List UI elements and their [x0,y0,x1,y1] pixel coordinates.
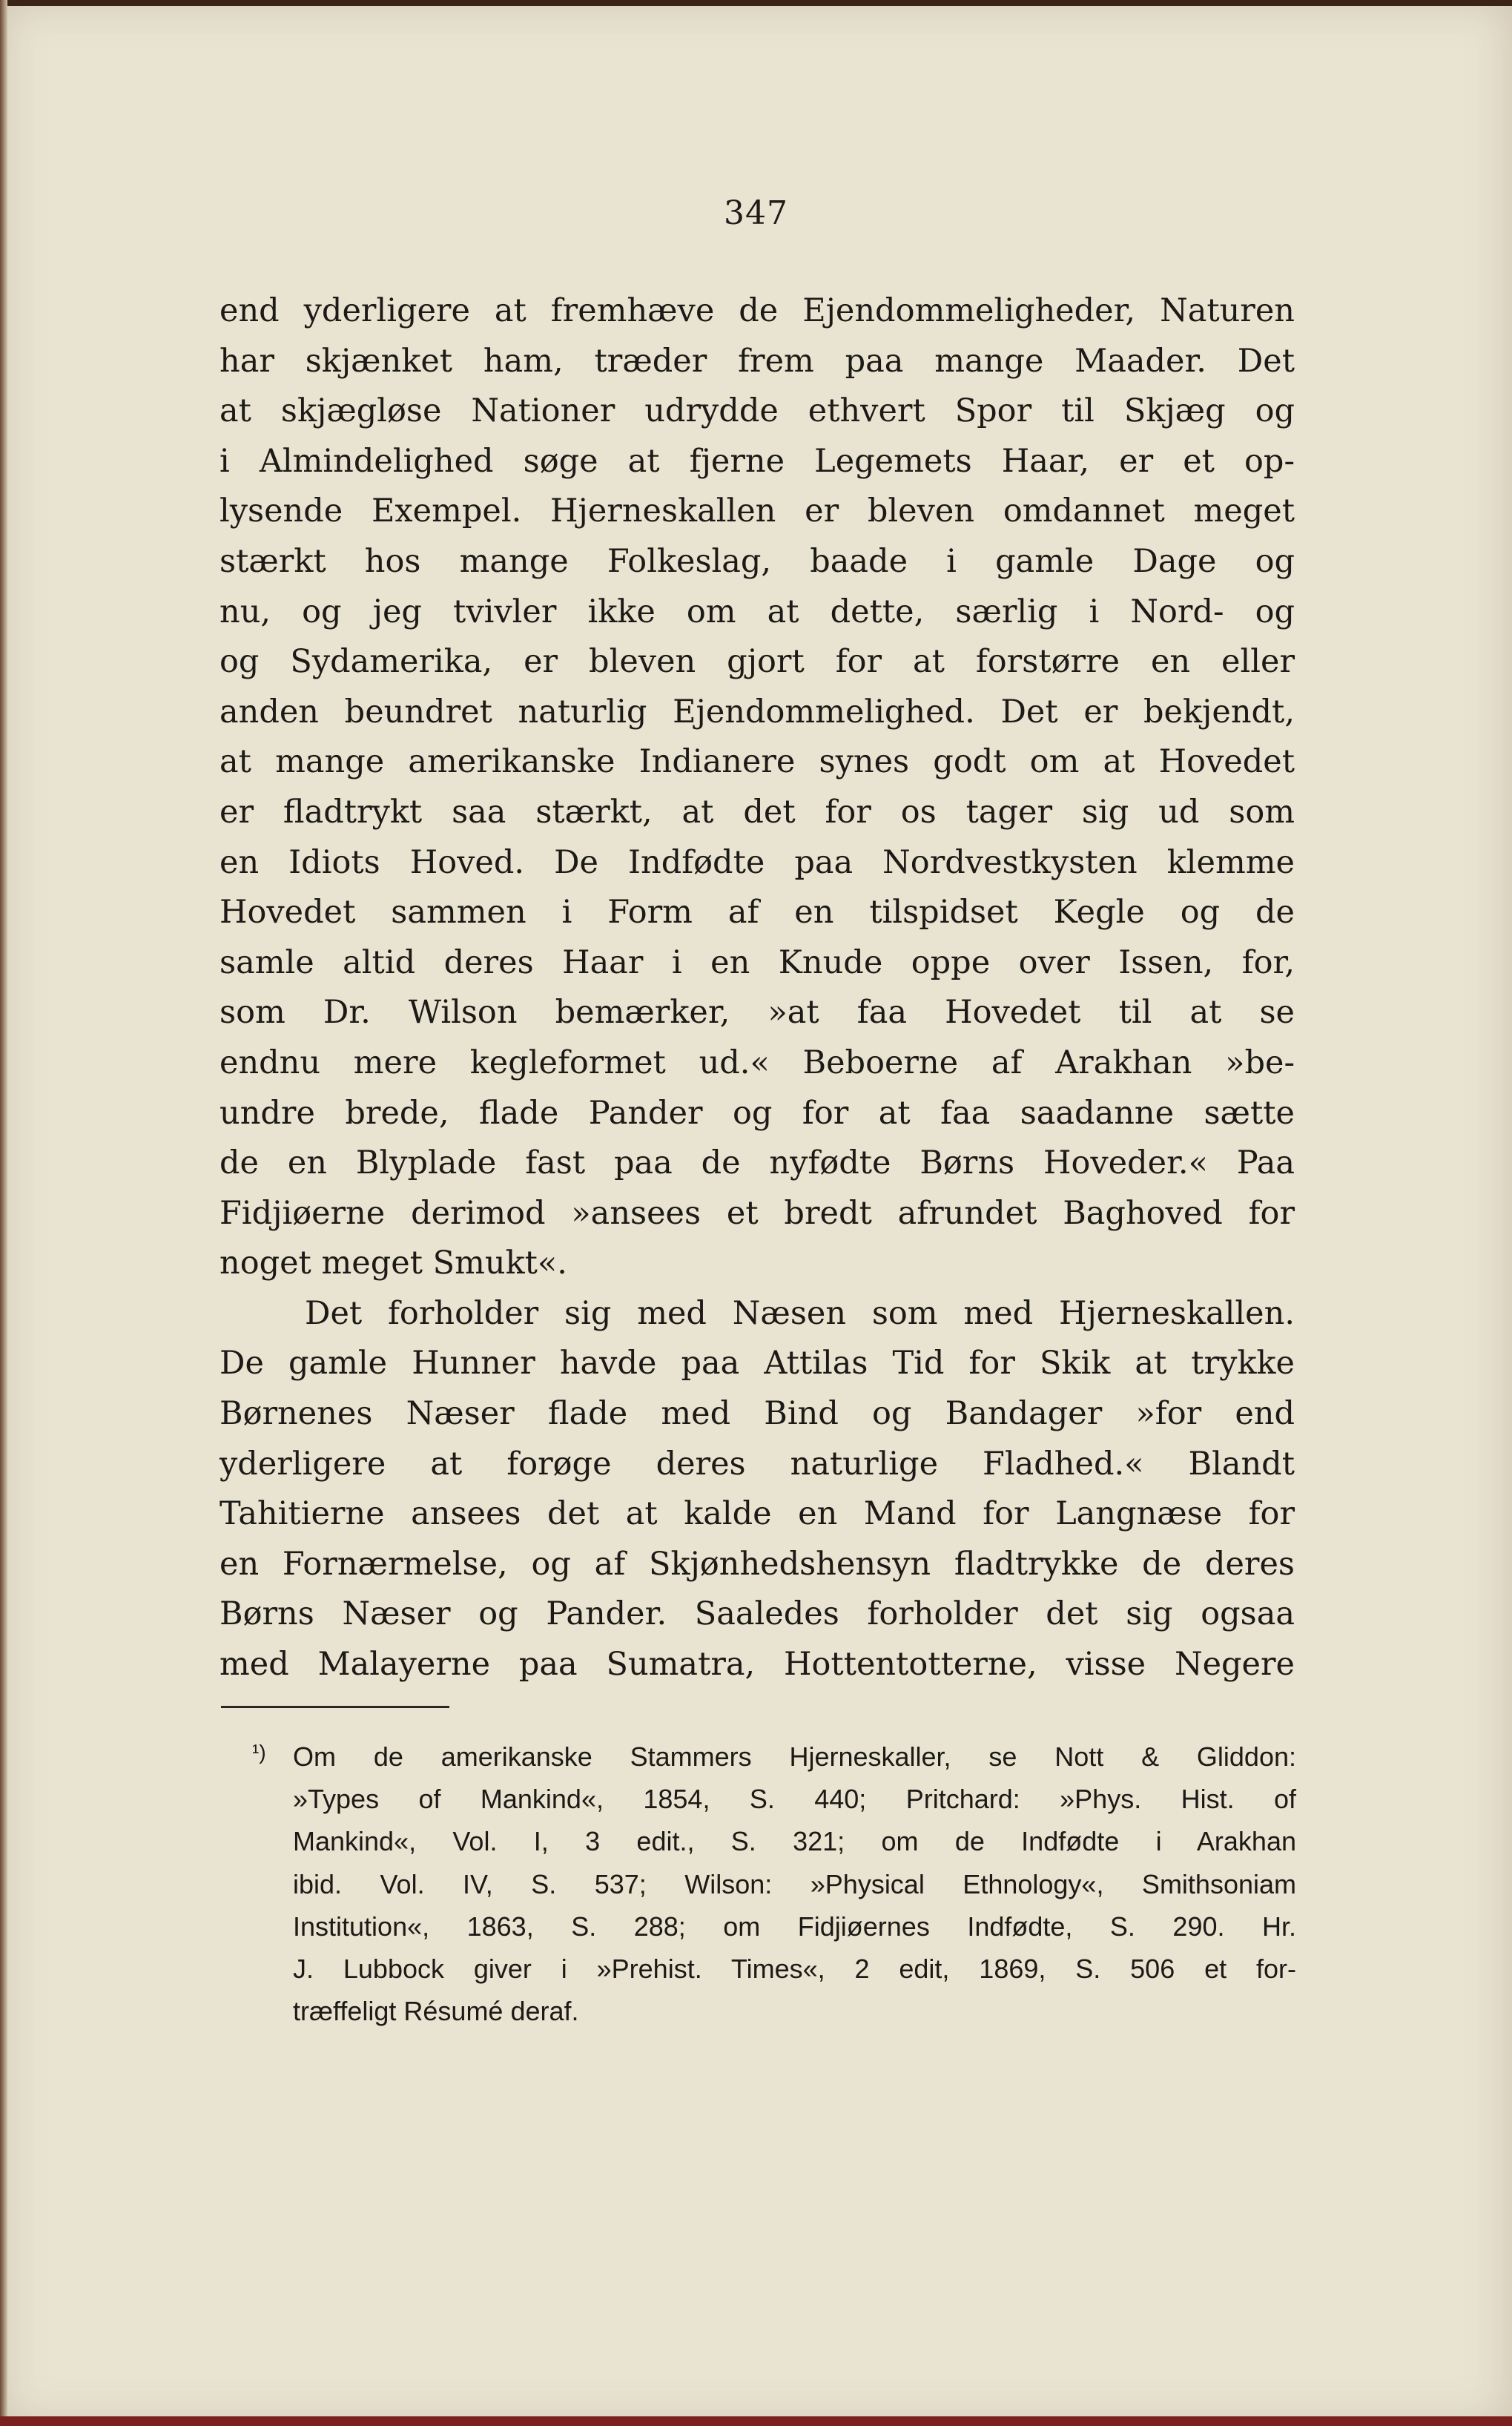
text-line: noget meget Smukt«. [219,1245,567,1282]
text-line: Børnenes Næser flade med Bind og Bandager »for end [219,1395,1295,1433]
page-binding-edge [0,0,7,2426]
footnote-line: J. Lubbock giver i »Prehist. Times«, 2 edit, 1869, S. 506 et for- [293,1953,1296,1984]
footnote-line: træffeligt Résumé deraf. [293,1996,579,2027]
text-line: De gamle Hunner havde paa Attilas Tid for Skik at trykke [219,1345,1295,1382]
page-number: 347 [724,194,788,232]
footnote-line [252,1736,1296,1778]
footnote-divider [221,1706,449,1708]
page-top-edge [0,0,1512,6]
text-line: Hovedet sammen i Form af en tilspidset Kegle og de [219,894,1295,932]
footnote-marker: ¹) [252,1741,266,1764]
text-line: Tahitierne ansees det at kalde en Mand for Langnæse for [219,1495,1295,1533]
footnote-line-text: Om de amerikanske Stammers Hjerneskaller, se Nott & Gliddon: [293,1741,1296,1772]
text-line: samle altid deres Haar i en Knude oppe over Issen, for, [219,943,1295,981]
text-line: i Almindelighed søge at fjerne Legemets Haar, er et op- [219,442,1295,480]
text-line: end yderligere at fremhæve de Ejendommeligheder, Naturen [219,292,1295,329]
text-line: at mange amerikanske Indianere synes godt om at Hovedet [219,743,1295,781]
text-line: undre brede, flade Pander og for at faa saadanne sætte [219,1094,1295,1132]
text-line: en Idiots Hoved. De Indfødte paa Nordvestkysten klemme [219,843,1295,881]
text-line: de en Blyplade fast paa de nyfødte Børns Hoveder.« Paa [219,1144,1295,1182]
text-line: en Fornærmelse, og af Skjønhedshensyn fladtrykke de deres [219,1545,1295,1583]
text-line: er fladtrykt saa stærkt, at det for os tager sig ud som [219,793,1295,831]
body-text [219,286,1295,1690]
text-line: Det forholder sig med Næsen som med Hjerneskallen. [305,1294,1295,1332]
text-line: som Dr. Wilson bemærker, »at faa Hovedet til at se [219,994,1295,1032]
text-line: har skjænket ham, træder frem paa mange Maader. Det [219,342,1295,380]
text-line: med Malayerne paa Sumatra, Hottentotterne, visse Negere [219,1646,1295,1684]
page-bottom-edge [0,2416,1512,2426]
footnote [252,1736,1296,2032]
text-line: Børns Næser og Pander. Saaledes forholder det sig ogsaa [219,1595,1295,1633]
footnote-line: ibid. Vol. IV, S. 537; Wilson: »Physical Ethnology«, Smithsoniam [293,1868,1296,1899]
footnote-line: »Types of Mankind«, 1854, S. 440; Pritchard: »Phys. Hist. of [293,1784,1296,1815]
footnote-line: Institution«, 1863, S. 288; om Fidjiøernes Indfødte, S. 290. Hr. [293,1911,1296,1942]
text-line: og Sydamerika, er bleven gjort for at forstørre en eller [219,643,1295,681]
text-line: nu, og jeg tvivler ikke om at dette, særlig i Nord- og [219,593,1295,630]
text-line: yderligere at forøge deres naturlige Fladhed.« Blandt [219,1445,1295,1483]
text-line: endnu mere kegleformet ud.« Beboerne af Arakhan »be- [219,1044,1295,1081]
footnote-line: Mankind«, Vol. I, 3 edit., S. 321; om de Indfødte i Arakhan [293,1826,1296,1857]
text-line: Fidjiøerne derimod »ansees et bredt afrundet Baghoved for [219,1194,1295,1232]
text-line: lysende Exempel. Hjerneskallen er bleven omdannet meget [219,492,1295,530]
text-line: stærkt hos mange Folkeslag, baade i gamle Dage og [219,542,1295,580]
text-line: at skjægløse Nationer udrydde ethvert Spor til Skjæg og [219,392,1295,430]
text-line: anden beundret naturlig Ejendommelighed. Det er bekjendt, [219,693,1295,731]
